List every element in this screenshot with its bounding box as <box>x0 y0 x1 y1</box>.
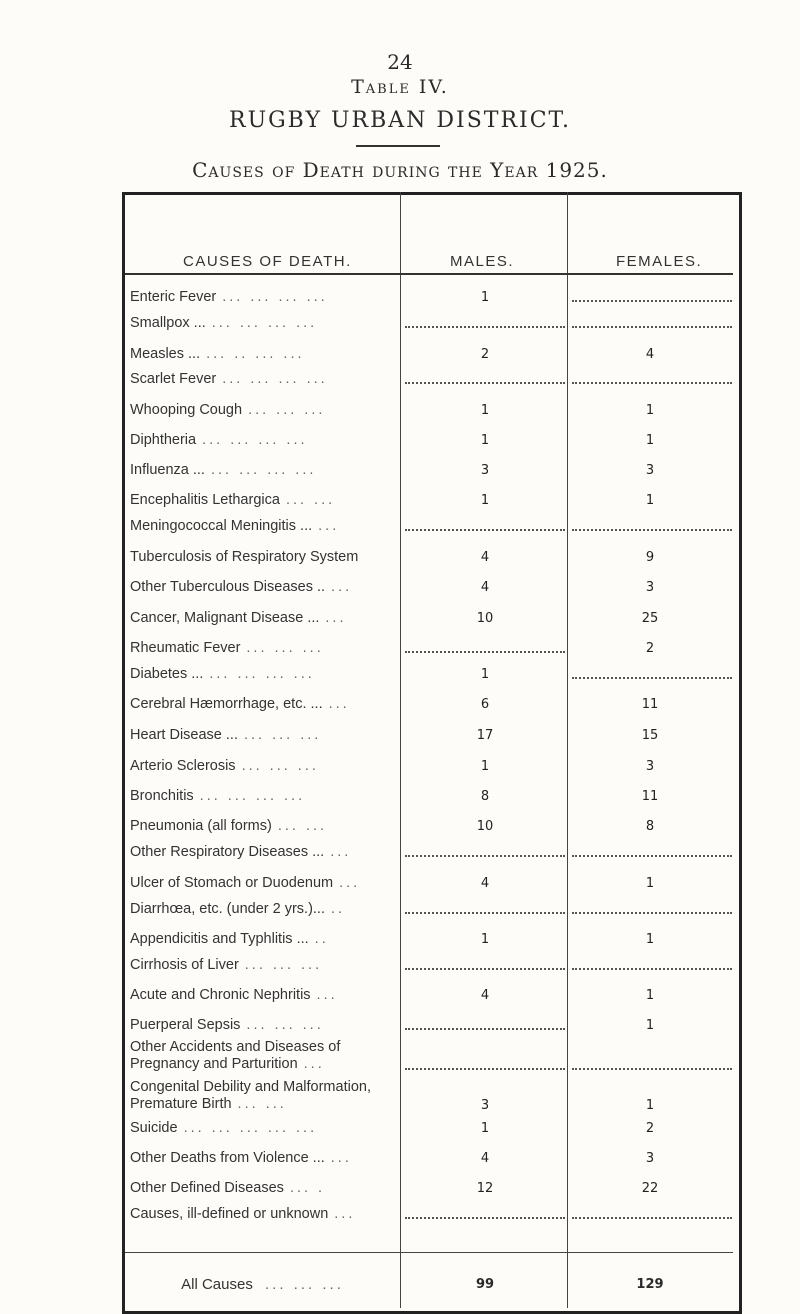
cause-cell <box>130 875 398 891</box>
cause-leader: ... ... ... ... <box>202 432 308 448</box>
females-value: 1 <box>645 433 655 448</box>
cause-leader: ... <box>316 987 338 1003</box>
table-row <box>0 951 800 977</box>
cause-text: Diarrhœa, etc. (under 2 yrs.)... <box>130 901 325 917</box>
total-males: 99 <box>475 1277 495 1292</box>
males-value: 4 <box>480 550 490 565</box>
cause-cell <box>130 1017 398 1033</box>
cause-cell <box>130 1120 398 1136</box>
cause-cell <box>130 462 398 478</box>
males-value: 1 <box>480 932 490 947</box>
cause-text: Puerperal Sepsis <box>130 1017 241 1033</box>
column-header-females: FEMALES. <box>616 253 703 270</box>
females-value: 1 <box>645 1098 655 1113</box>
table-subtitle: Causes of Death during the Year 1925. <box>192 158 608 182</box>
males-empty-leader <box>405 1217 565 1219</box>
cause-cell <box>130 1150 398 1166</box>
males-value: 1 <box>480 1121 490 1136</box>
males-value: 10 <box>476 611 494 626</box>
cause-leader: ... ... ... ... <box>222 371 328 387</box>
cause-leader: ... <box>328 696 350 712</box>
table-row <box>0 1037 800 1077</box>
table-label: Table IV. <box>351 76 449 98</box>
cause-text: Rheumatic Fever <box>130 640 241 656</box>
females-value: 2 <box>645 1121 655 1136</box>
males-value: 4 <box>480 1151 490 1166</box>
cause-leader: ... .. ... ... <box>206 346 305 362</box>
cause-leader <box>358 549 364 565</box>
males-value: 1 <box>480 493 490 508</box>
table-row <box>0 456 800 482</box>
males-value: 1 <box>480 433 490 448</box>
males-value: 3 <box>480 463 490 478</box>
cause-cell <box>130 1039 398 1073</box>
total-label-text: All Causes <box>181 1276 253 1293</box>
females-empty-leader <box>572 326 732 328</box>
cause-text: Other Respiratory Diseases ... <box>130 844 325 860</box>
cause-cell <box>130 844 398 860</box>
females-empty-leader <box>572 677 732 679</box>
females-value: 1 <box>645 988 655 1003</box>
cause-text: Other Tuberculous Diseases .. <box>130 579 326 595</box>
males-value: 8 <box>480 789 490 804</box>
table-row <box>0 925 800 951</box>
cause-leader: .. <box>314 931 329 947</box>
cause-leader: ... ... ... ... <box>211 315 318 331</box>
table-row <box>0 340 800 366</box>
females-value: 3 <box>645 759 655 774</box>
females-value: 2 <box>645 641 655 656</box>
females-value: 1 <box>645 932 655 947</box>
cause-cell <box>130 758 398 774</box>
females-value: 11 <box>641 697 659 712</box>
column-header-cause: CAUSES OF DEATH. <box>183 253 352 270</box>
table-row <box>0 869 800 895</box>
cause-leader: ... <box>330 844 352 860</box>
total-females: 129 <box>636 1277 664 1292</box>
females-value: 15 <box>641 728 659 743</box>
table-row <box>0 634 800 660</box>
cause-text: Congenital Debility and Malformation, Premature Birth <box>130 1079 371 1112</box>
cause-leader: ... ... ... <box>246 640 324 656</box>
males-empty-leader <box>405 968 565 970</box>
males-empty-leader <box>405 382 565 384</box>
females-value: 3 <box>645 580 655 595</box>
cause-cell <box>130 931 398 947</box>
table-row <box>0 721 800 747</box>
table-row <box>0 690 800 716</box>
cause-leader: ... ... ... <box>248 402 326 418</box>
table-row <box>0 573 800 599</box>
cause-leader: ... <box>318 518 340 534</box>
district-title: RUGBY URBAN DISTRICT. <box>229 108 571 133</box>
cause-leader: ... ... ... ... <box>209 666 315 682</box>
cause-leader: ... . <box>289 1180 326 1196</box>
cause-cell <box>130 289 398 305</box>
column-header-males: MALES. <box>450 253 515 270</box>
males-value: 1 <box>480 290 490 305</box>
cause-leader: ... ... <box>277 818 328 834</box>
cause-leader: ... ... ... ... ... <box>183 1120 318 1136</box>
females-value: 9 <box>645 550 655 565</box>
females-empty-leader <box>572 912 732 914</box>
cause-text: Diabetes ... <box>130 666 204 682</box>
females-value: 4 <box>645 347 655 362</box>
females-empty-leader <box>572 1217 732 1219</box>
females-value: 1 <box>645 1018 655 1033</box>
cause-text: Measles ... <box>130 346 201 362</box>
cause-cell <box>130 402 398 418</box>
females-value: 1 <box>645 493 655 508</box>
cause-text: Pneumonia (all forms) <box>130 818 272 834</box>
table-row <box>0 838 800 864</box>
males-value: 1 <box>480 667 490 682</box>
cause-cell <box>130 901 398 917</box>
cause-cell <box>130 346 398 362</box>
cause-leader: ... ... ... <box>244 957 323 973</box>
males-empty-leader <box>405 1068 565 1070</box>
females-value: 11 <box>641 789 659 804</box>
table-row <box>0 396 800 422</box>
table-row <box>0 981 800 1007</box>
cause-cell <box>130 1180 398 1196</box>
table-row <box>0 309 800 335</box>
females-empty-leader <box>572 382 732 384</box>
cause-cell <box>130 818 398 834</box>
table-row <box>0 604 800 630</box>
cause-cell <box>130 315 398 331</box>
cause-cell <box>130 987 398 1003</box>
cause-leader: ... <box>303 1056 325 1072</box>
table-row <box>0 283 800 309</box>
cause-cell <box>130 579 398 595</box>
cause-leader: ... ... ... ... <box>199 788 306 804</box>
table-row <box>0 782 800 808</box>
females-value: 25 <box>641 611 659 626</box>
males-value: 1 <box>480 759 490 774</box>
cause-text: Meningococcal Meningitis ... <box>130 518 313 534</box>
table-row <box>0 1174 800 1200</box>
table-row <box>0 1077 800 1117</box>
cause-leader: ... <box>334 1206 356 1222</box>
table-row <box>0 1144 800 1170</box>
males-value: 4 <box>480 988 490 1003</box>
males-empty-leader <box>405 529 565 531</box>
males-empty-leader <box>405 912 565 914</box>
table-row <box>0 512 800 538</box>
cause-text: Suicide <box>130 1120 178 1136</box>
females-empty-leader <box>572 1068 732 1070</box>
cause-cell <box>130 957 398 973</box>
total-rule <box>125 1252 733 1253</box>
males-empty-leader <box>405 651 565 653</box>
cause-text: Cirrhosis of Liver <box>130 957 239 973</box>
table-row <box>0 1200 800 1226</box>
cause-cell <box>130 610 398 626</box>
males-value: 17 <box>476 728 494 743</box>
total-label-leader: ... ... ... <box>265 1276 344 1293</box>
cause-cell <box>130 1206 398 1222</box>
cause-cell <box>130 492 398 508</box>
cause-text: Smallpox ... <box>130 315 206 331</box>
females-value: 22 <box>641 1181 659 1196</box>
males-empty-leader <box>405 855 565 857</box>
males-value: 6 <box>480 697 490 712</box>
males-value: 4 <box>480 876 490 891</box>
females-value: 8 <box>645 819 655 834</box>
cause-text: Other Defined Diseases <box>130 1180 284 1196</box>
table-row <box>0 486 800 512</box>
cause-cell <box>130 1079 398 1113</box>
females-value: 3 <box>645 1151 655 1166</box>
title-underline <box>356 145 440 147</box>
females-value: 1 <box>645 876 655 891</box>
cause-text: Other Deaths from Violence ... <box>130 1150 325 1166</box>
cause-text: Appendicitis and Typhlitis ... <box>130 931 309 947</box>
cause-text: Bronchitis <box>130 788 194 804</box>
table-row <box>0 812 800 838</box>
cause-text: Cerebral Hæmorrhage, etc. ... <box>130 696 323 712</box>
cause-leader: ... ... <box>237 1096 287 1112</box>
page-number: 24 <box>387 50 413 74</box>
males-empty-leader <box>405 326 565 328</box>
cause-text: Ulcer of Stomach or Duodenum <box>130 875 334 891</box>
total-label <box>125 1276 400 1293</box>
cause-leader: ... ... ... ... <box>210 462 317 478</box>
cause-leader: .. <box>331 901 346 917</box>
header-row <box>125 193 733 275</box>
table-row <box>0 365 800 391</box>
cause-cell <box>130 432 398 448</box>
males-empty-leader <box>405 1028 565 1030</box>
cause-text: Other Accidents and Diseases of Pregnancy and Parturition <box>130 1039 341 1072</box>
cause-leader: ... <box>325 610 347 626</box>
cause-leader: ... ... ... <box>241 758 319 774</box>
males-value: 4 <box>480 580 490 595</box>
cause-text: Arterio Sclerosis <box>130 758 236 774</box>
females-empty-leader <box>572 855 732 857</box>
cause-leader: ... <box>330 1150 352 1166</box>
cause-text: Cancer, Malignant Disease ... <box>130 610 320 626</box>
table-row <box>0 660 800 686</box>
females-empty-leader <box>572 968 732 970</box>
cause-cell <box>130 371 398 387</box>
cause-text: Encephalitis Lethargica <box>130 492 280 508</box>
cause-leader: ... ... ... <box>244 727 322 743</box>
cause-text: Whooping Cough <box>130 402 243 418</box>
cause-cell <box>130 518 398 534</box>
cause-text: Scarlet Fever <box>130 371 217 387</box>
table-row <box>0 1114 800 1140</box>
cause-leader: ... <box>331 579 353 595</box>
table-row <box>0 752 800 778</box>
cause-text: Acute and Chronic Nephritis <box>130 987 311 1003</box>
table-row <box>0 895 800 921</box>
table-row <box>0 543 800 569</box>
cause-text: Heart Disease ... <box>130 727 238 743</box>
males-value: 2 <box>480 347 490 362</box>
females-empty-leader <box>572 300 732 302</box>
females-value: 3 <box>645 463 655 478</box>
males-value: 12 <box>476 1181 494 1196</box>
cause-text: Enteric Fever <box>130 289 217 305</box>
cause-leader: ... ... ... ... <box>222 289 328 305</box>
cause-text: Causes, ill-defined or unknown <box>130 1206 329 1222</box>
cause-cell <box>130 788 398 804</box>
cause-leader: ... ... ... <box>246 1017 324 1033</box>
males-value: 1 <box>480 403 490 418</box>
cause-leader: ... ... <box>285 492 336 508</box>
cause-leader: ... <box>339 875 361 891</box>
cause-text: Diphtheria <box>130 432 197 448</box>
cause-text: Influenza ... <box>130 462 205 478</box>
cause-cell <box>130 727 398 743</box>
males-value: 10 <box>476 819 494 834</box>
cause-cell <box>130 696 398 712</box>
males-value: 3 <box>480 1098 490 1113</box>
females-value: 1 <box>645 403 655 418</box>
cause-cell <box>130 549 398 565</box>
cause-cell <box>130 640 398 656</box>
cause-cell <box>130 666 398 682</box>
cause-text: Tuberculosis of Respiratory System <box>130 549 359 565</box>
table-row <box>0 1011 800 1037</box>
table-row <box>0 426 800 452</box>
females-empty-leader <box>572 529 732 531</box>
